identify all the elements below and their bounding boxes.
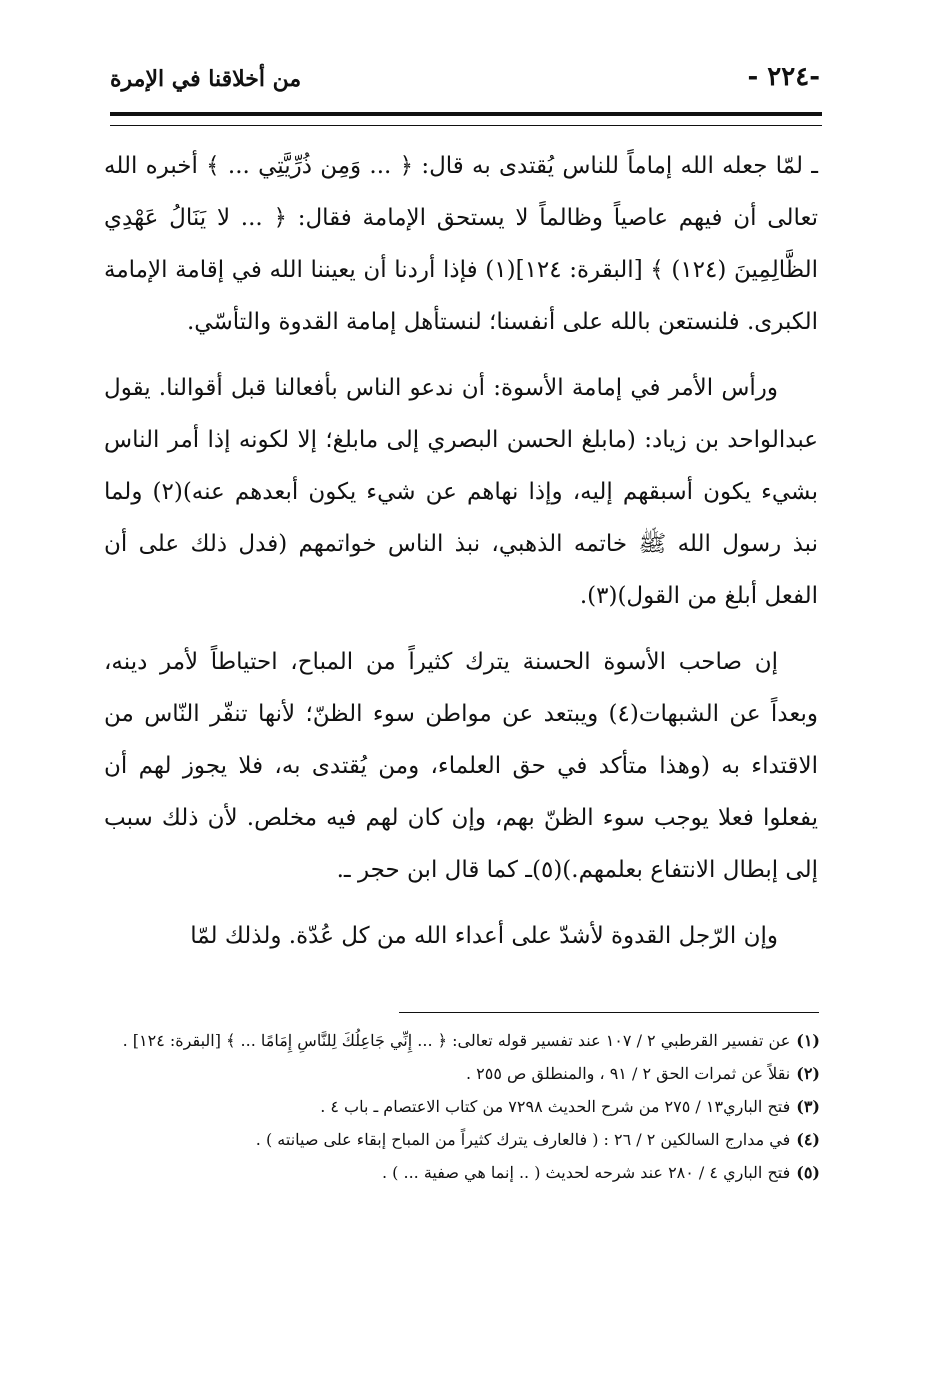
- footnote-text: نقلاً عن ثمرات الحق ٢ / ٩١ ، والمنطلق ص ٢٥٥ .: [466, 1064, 791, 1083]
- running-title: من أخلاقنا في الإمرة: [110, 66, 302, 92]
- footnote-number: (٢): [796, 1064, 820, 1083]
- main-text: [104, 140, 818, 976]
- footnote-number: (٤): [796, 1130, 820, 1149]
- footnote-text: عن تفسير القرطبي ٢ / ١٠٧ عند تفسير قوله تعالى: ﴿ ... إِنِّي جَاعِلُكَ لِلنَّاسِ إِمَامًا ... ﴾ [البقرة: ١٢٤] .: [122, 1031, 791, 1050]
- page-header: [110, 62, 820, 102]
- paragraph-2: ورأس الأمر في إمامة الأسوة: أن ندعو الناس بأفعالنا قبل أقوالنا. يقول عبدالواحد بن زياد: (مابلغ الحسن البصري إلى مابلغ؛ إلا لكونه إذا أمر الناس بشيء يكون أسبقهم إليه، وإذا نهاهم عن شيء يكون أبعدهم عنه)(٢) ولما نبذ رسول الله ﷺ خاتمه الذهبي، نبذ الناس خواتمهم (فدل ذلك على أن الفعل أبلغ من القول)(٣).: [104, 375, 818, 609]
- paragraph-3: إن صاحب الأسوة الحسنة يترك كثيراً من المباح، احتياطاً لأمر دينه، وبعداً عن الشبهات(٤) ويبتعد عن مواطن سوء الظنّ؛ لأنها تنفّر النّاس من الاقتداء به (وهذا متأكد في حق العلماء، ومن يُقتدى به، فلا يجوز لهم أن يفعلوا فعلا يوجب سوء الظنّ بهم، وإن كان لهم فيه مخلص. لأن ذلك سبب إلى إبطال الانتفاع بعلمهم.)(٥)ـ كما قال ابن حجر ـ.: [104, 649, 818, 883]
- footnote-4: [120, 1123, 820, 1156]
- footnote-2: [120, 1057, 820, 1090]
- footnote-text: فتح الباري ٤ / ٢٨٠ عند شرحه لحديث ( .. إنما هي صفية ... ) .: [381, 1163, 791, 1182]
- footnote-3: [120, 1090, 820, 1123]
- header-divider: [110, 112, 822, 126]
- paragraph-4: وإن الرّجل القدوة لأشدّ على أعداء الله من كل عُدّة. ولذلك لمّا: [190, 923, 778, 949]
- paragraph-1: ـ لمّا جعله الله إماماً للناس يُقتدى به قال: ﴿ ... وَمِن ذُرِّيَّتِي ... ﴾ أخبره الله تعالى أن فيهم عاصياً وظالماً لا يستحق الإمامة فقال: ﴿ ... لا يَنَالُ عَهْدِي الظَّالِمِينَ (١٢٤) ﴾ [البقرة: ١٢٤](١) فإذا أردنا أن يعيننا الله في إقامة الإمامة الكبرى. فلنستعن بالله على أنفسنا؛ لنستأهل إمامة القدوة والتأسّي.: [104, 153, 818, 335]
- footnote-text: فتح الباري١٣ / ٢٧٥ من شرح الحديث ٧٢٩٨ من كتاب الاعتصام ـ باب ٤ .: [320, 1097, 791, 1116]
- footnote-number: (٣): [796, 1097, 820, 1116]
- footnote-1: [120, 1024, 820, 1057]
- footnotes: [120, 1024, 820, 1189]
- footnote-number: (٥): [796, 1163, 820, 1182]
- footnote-5: [120, 1156, 820, 1189]
- footnote-number: (١): [796, 1031, 820, 1050]
- footnote-text: في مدارج السالكين ٢ / ٢٦ : ( فالعارف يترك كثيراً من المباح إبقاء على صيانته ) .: [255, 1130, 791, 1149]
- footnote-divider: [399, 1012, 819, 1013]
- page-number: -٢٢٤ -: [747, 62, 820, 92]
